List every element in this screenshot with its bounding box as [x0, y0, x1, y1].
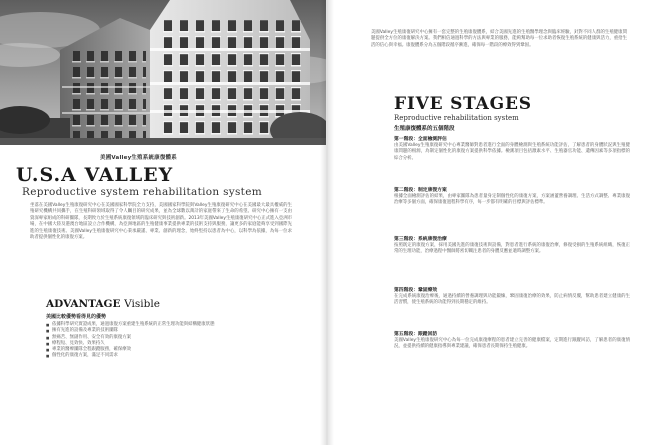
stage-4 — [394, 287, 630, 307]
advantage-subheading: 美國比較優勢看得見的優勢 — [46, 314, 107, 320]
right-page — [326, 0, 652, 445]
stage-2 — [394, 187, 630, 207]
page-gutter — [320, 0, 334, 445]
stage-heading: 第四階段：鞏固療效 — [394, 288, 438, 293]
advantage-heading — [46, 298, 160, 310]
photo-caption: 美國Valley生殖系統康復體系 — [100, 155, 177, 161]
list-item: ■ 無痛苦、無副作用、安全有效的康復方案 — [46, 335, 296, 341]
stage-1 — [394, 136, 630, 162]
advantage-list — [46, 322, 296, 360]
page-subtitle: Reproductive system rehabilitation system — [22, 186, 262, 198]
intro-paragraph: 坐落在美國Valley生殖康復研究中心在美國國家科學院全力支持，美國國家科學院與Valley生殖康復研究中心在美國最大最具權威的生殖研究機構共同攜手，在生殖科研領域取得了令人矚目的研究成果，並為全球數以萬計的家庭帶來了生命的希望。研究中心擁有一支由資深專家組成的科研團隊，長期致力於生殖系統康復領域的臨床研究與技術創新。2013年美國Valley生殖康復研究中心正式進入亞洲市場，在中國大陸及港澳台地區設立合作機構，為亞洲地區的生殖健康事業提供專業的技術支持與服務，讓更多的家庭能夠享受到國際先進的生殖康復技術。美國Valley生殖康復研究中心秉承嚴謹、專業、創新的理念，始終堅持以患者為中心，以科學為依據，為每一位求助者提供個性化的康復方案。 — [30, 203, 292, 241]
page-title: U.S.A VALLEY — [16, 164, 174, 186]
stage-text: 在完成系統康復治療後，通過持續的營養調理與功能鍛煉，鞏固康復治療的效果，防止病情反覆，幫助患者建立健康的生活習慣，使生殖系統的功能得到長期穩定的維持。 — [394, 294, 630, 306]
list-item: ■ 療程短、見效快、效果持久 — [46, 341, 296, 347]
building-photo — [0, 0, 326, 145]
stage-text: 根據全面檢測評估的結果，由專家團隊為患者量身定制個性化的康復方案，方案涵蓋營養調理、生活方式調整、專業康復治療等多個方面，確保康復過程科學有序，每一步都有明確的目標與評估標準。 — [394, 194, 630, 206]
stages-title: FIVE STAGES — [394, 94, 532, 114]
stage-heading: 第一階段：全面檢測評估 — [394, 137, 447, 142]
stage-text: 按照既定的康復方案，採用美國先進的康復技術與設備，對患者進行系統的康復治療，修復受損的生殖系統組織，恢復正常的生理功能，治療過程中醫師將密切關注患者的身體反應並適時調整方案。 — [394, 243, 630, 255]
stages-chinese-title: 生殖康復體系的五個階段 — [394, 126, 455, 132]
list-item: ■ 個性化的康復方案，滿足不同需求 — [46, 353, 296, 359]
stage-text: 由美國Valley生殖康復研究中心專業醫師對患者進行全面的身體檢測與生殖系統功能評估，了解患者的身體狀況與生殖健康問題的根源，為制定個性化的康復方案提供科學依據。檢測項目包括激素水平、生殖器官功能、遺傳因素等多項指標的綜合分析。 — [394, 143, 630, 161]
building-illustration — [0, 0, 326, 145]
list-item: ■ 擁有先進的設備及專業的技術團隊 — [46, 328, 296, 334]
stage-text: 美國Valley生殖康復研究中心為每一位完成康復療程的患者建立完善的健康檔案，定期進行跟蹤回訪，了解患者的康復情況，並提供持續的健康指導與專業建議，確保患者長期保持生殖健康。 — [394, 338, 630, 350]
stage-heading: 第五階段：跟蹤回訪 — [394, 332, 438, 337]
list-item: ■ 專業的醫療團隊全程跟蹤服務，確保療效 — [46, 347, 296, 353]
advantage-heading-light: Visible — [124, 298, 160, 310]
list-item: ■ 依據科學研究實證成果，通過康復方案重建生殖系統的正常生理功能與結構健康狀態 — [46, 322, 296, 328]
stages-subtitle: Reproductive rehabilitation system — [394, 114, 519, 122]
advantage-heading-bold: ADVANTAGE — [46, 298, 121, 310]
stage-heading: 第三階段：系統康復治療 — [394, 237, 447, 242]
stage-heading: 第二階段：制定康復方案 — [394, 188, 447, 193]
stage-3 — [394, 236, 630, 256]
right-intro-paragraph: 美國Valley生殖康復研究中心擁有一套完整的生殖康復體系，結合美國先進的生殖醫學理念與臨床經驗，針對不同人群的生殖健康問題提供全方位的康復解決方案。我們相信通過科學的方法與專業的服務，能夠幫助每一位求助者恢復生殖系統的健康與活力，重拾生活的信心與幸福。康復體系分為五個階段循序漸進，確保每一階段的療效得到鞏固。 — [371, 30, 627, 48]
stage-5 — [394, 331, 630, 351]
